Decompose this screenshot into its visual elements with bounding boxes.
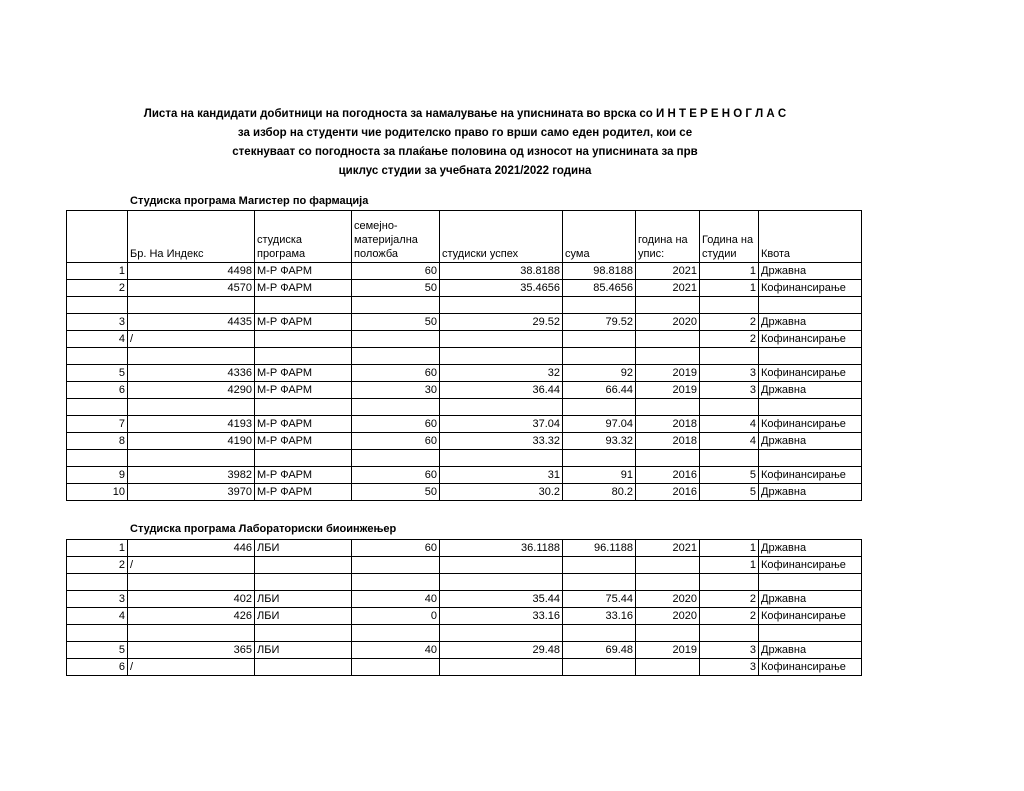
sum-cell xyxy=(563,557,636,574)
empty-cell xyxy=(440,399,563,416)
study-success-cell: 33.32 xyxy=(440,433,563,450)
index-number-cell: / xyxy=(128,331,255,348)
empty-cell xyxy=(759,348,862,365)
table-row xyxy=(67,263,862,280)
bioengineer-table xyxy=(66,539,862,676)
quota-cell: Кофинансирање xyxy=(759,365,862,382)
section-label-bioengineer: Студиска програма Лабораториски биоинжењер xyxy=(130,523,397,535)
empty-cell xyxy=(440,348,563,365)
study-program-cell xyxy=(255,331,352,348)
empty-cell xyxy=(636,399,700,416)
empty-cell xyxy=(255,625,352,642)
table-row xyxy=(67,591,862,608)
enrollment-year-cell: 2018 xyxy=(636,433,700,450)
quota-cell: Државна xyxy=(759,382,862,399)
index-number-cell: 4336 xyxy=(128,365,255,382)
study-program-cell: М-Р ФАРМ xyxy=(255,484,352,501)
study-success-cell: 36.1188 xyxy=(440,540,563,557)
study-year-cell: 3 xyxy=(700,642,759,659)
empty-cell xyxy=(636,297,700,314)
empty-cell xyxy=(255,297,352,314)
study-success-cell xyxy=(440,331,563,348)
spacer-row xyxy=(67,348,862,365)
sum-cell: 79.52 xyxy=(563,314,636,331)
quota-cell: Кофинансирање xyxy=(759,467,862,484)
empty-cell xyxy=(67,625,128,642)
family-material-status-cell: 50 xyxy=(352,484,440,501)
family-material-status-cell: 60 xyxy=(352,540,440,557)
study-program-cell: М-Р ФАРМ xyxy=(255,280,352,297)
sum-cell: 33.16 xyxy=(563,608,636,625)
empty-cell xyxy=(128,450,255,467)
quota-cell: Државна xyxy=(759,314,862,331)
index-number-cell: / xyxy=(128,557,255,574)
empty-cell xyxy=(440,625,563,642)
enrollment-year-cell: 2020 xyxy=(636,314,700,331)
empty-cell xyxy=(636,625,700,642)
table-row xyxy=(67,642,862,659)
family-material-status-cell: 60 xyxy=(352,416,440,433)
study-success-cell: 33.16 xyxy=(440,608,563,625)
study-program-cell: ЛБИ xyxy=(255,608,352,625)
section-label-pharmacy: Студиска програма Магистер по фармација xyxy=(130,195,369,207)
empty-cell xyxy=(636,574,700,591)
empty-cell xyxy=(636,450,700,467)
column-header-study-program: студиска програма xyxy=(255,211,352,263)
study-success-cell xyxy=(440,659,563,676)
index-number-cell: 446 xyxy=(128,540,255,557)
index-number-cell: / xyxy=(128,659,255,676)
sum-cell: 98.8188 xyxy=(563,263,636,280)
empty-cell xyxy=(700,348,759,365)
row-number-cell: 3 xyxy=(67,314,128,331)
quota-cell: Кофинансирање xyxy=(759,659,862,676)
enrollment-year-cell: 2019 xyxy=(636,365,700,382)
quota-cell: Кофинансирање xyxy=(759,416,862,433)
empty-cell xyxy=(700,574,759,591)
study-year-cell: 4 xyxy=(700,433,759,450)
index-number-cell: 4435 xyxy=(128,314,255,331)
table-row xyxy=(67,467,862,484)
spacer-row xyxy=(67,297,862,314)
sum-cell: 91 xyxy=(563,467,636,484)
study-year-cell: 1 xyxy=(700,557,759,574)
index-number-cell: 426 xyxy=(128,608,255,625)
study-program-cell: М-Р ФАРМ xyxy=(255,382,352,399)
study-success-cell: 36.44 xyxy=(440,382,563,399)
table-row xyxy=(67,280,862,297)
sum-cell: 93.32 xyxy=(563,433,636,450)
enrollment-year-cell xyxy=(636,331,700,348)
row-number-cell: 10 xyxy=(67,484,128,501)
empty-cell xyxy=(67,297,128,314)
enrollment-year-cell: 2020 xyxy=(636,608,700,625)
sum-cell: 96.1188 xyxy=(563,540,636,557)
spacer-row xyxy=(67,625,862,642)
enrollment-year-cell: 2021 xyxy=(636,263,700,280)
empty-cell xyxy=(352,574,440,591)
study-program-cell: ЛБИ xyxy=(255,591,352,608)
index-number-cell: 3982 xyxy=(128,467,255,484)
document-title xyxy=(0,105,930,181)
empty-cell xyxy=(440,297,563,314)
sum-cell: 80.2 xyxy=(563,484,636,501)
empty-cell xyxy=(128,348,255,365)
title-line-1: Листа на кандидати добитници на погодноста за намалување на уписнината во врска со И Н Т Е Р Е Н О Г Л А С xyxy=(143,108,787,120)
row-number-cell: 1 xyxy=(67,263,128,280)
enrollment-year-cell: 2021 xyxy=(636,540,700,557)
study-year-cell: 1 xyxy=(700,280,759,297)
index-number-cell: 3970 xyxy=(128,484,255,501)
index-number-cell: 4290 xyxy=(128,382,255,399)
index-number-cell: 402 xyxy=(128,591,255,608)
empty-cell xyxy=(128,399,255,416)
header-row xyxy=(67,211,862,263)
empty-cell xyxy=(352,450,440,467)
study-program-cell: М-Р ФАРМ xyxy=(255,263,352,280)
row-number-cell: 5 xyxy=(67,365,128,382)
row-number-cell: 7 xyxy=(67,416,128,433)
empty-cell xyxy=(255,399,352,416)
empty-cell xyxy=(563,450,636,467)
quota-cell: Државна xyxy=(759,591,862,608)
row-number-cell: 4 xyxy=(67,608,128,625)
empty-cell xyxy=(255,348,352,365)
empty-cell xyxy=(563,297,636,314)
study-success-cell: 29.48 xyxy=(440,642,563,659)
column-header-row-number xyxy=(67,211,128,263)
row-number-cell: 2 xyxy=(67,557,128,574)
empty-cell xyxy=(759,399,862,416)
title-line-3: стекнуваат со погодноста за плаќање половина од износот на уписнината за прв xyxy=(232,146,698,158)
sum-cell: 69.48 xyxy=(563,642,636,659)
empty-cell xyxy=(352,297,440,314)
empty-cell xyxy=(67,399,128,416)
column-header-family-material-status: семејно-материјална положба xyxy=(352,211,440,263)
family-material-status-cell: 50 xyxy=(352,314,440,331)
spacer-row xyxy=(67,574,862,591)
empty-cell xyxy=(759,625,862,642)
index-number-cell: 4498 xyxy=(128,263,255,280)
table-row xyxy=(67,365,862,382)
table-row xyxy=(67,416,862,433)
row-number-cell: 9 xyxy=(67,467,128,484)
study-year-cell: 5 xyxy=(700,484,759,501)
table-row xyxy=(67,484,862,501)
enrollment-year-cell: 2020 xyxy=(636,591,700,608)
enrollment-year-cell xyxy=(636,557,700,574)
family-material-status-cell: 60 xyxy=(352,433,440,450)
sum-cell: 85.4656 xyxy=(563,280,636,297)
quota-cell: Државна xyxy=(759,540,862,557)
family-material-status-cell xyxy=(352,557,440,574)
quota-cell: Кофинансирање xyxy=(759,557,862,574)
family-material-status-cell: 30 xyxy=(352,382,440,399)
family-material-status-cell: 50 xyxy=(352,280,440,297)
study-success-cell: 32 xyxy=(440,365,563,382)
column-header-enrollment-year: година на упис: xyxy=(636,211,700,263)
study-success-cell: 37.04 xyxy=(440,416,563,433)
family-material-status-cell: 60 xyxy=(352,263,440,280)
row-number-cell: 3 xyxy=(67,591,128,608)
study-year-cell: 2 xyxy=(700,608,759,625)
empty-cell xyxy=(352,399,440,416)
study-year-cell: 2 xyxy=(700,314,759,331)
study-program-cell xyxy=(255,659,352,676)
row-number-cell: 2 xyxy=(67,280,128,297)
index-number-cell: 4190 xyxy=(128,433,255,450)
empty-cell xyxy=(759,574,862,591)
column-header-study-success: студиски успех xyxy=(440,211,563,263)
empty-cell xyxy=(563,348,636,365)
empty-cell xyxy=(700,297,759,314)
table-row xyxy=(67,382,862,399)
row-number-cell: 1 xyxy=(67,540,128,557)
empty-cell xyxy=(759,450,862,467)
empty-cell xyxy=(563,574,636,591)
family-material-status-cell xyxy=(352,331,440,348)
study-success-cell xyxy=(440,557,563,574)
sum-cell xyxy=(563,659,636,676)
enrollment-year-cell: 2019 xyxy=(636,382,700,399)
empty-cell xyxy=(128,625,255,642)
study-year-cell: 3 xyxy=(700,365,759,382)
row-number-cell: 4 xyxy=(67,331,128,348)
pharmacy-table xyxy=(66,210,862,501)
index-number-cell: 365 xyxy=(128,642,255,659)
column-header-quota: Квота xyxy=(759,211,862,263)
quota-cell: Кофинансирање xyxy=(759,608,862,625)
empty-cell xyxy=(255,574,352,591)
empty-cell xyxy=(700,450,759,467)
table-row xyxy=(67,540,862,557)
table-row xyxy=(67,433,862,450)
empty-cell xyxy=(128,297,255,314)
spacer-row xyxy=(67,450,862,467)
study-program-cell: М-Р ФАРМ xyxy=(255,433,352,450)
empty-cell xyxy=(440,450,563,467)
study-year-cell: 3 xyxy=(700,382,759,399)
family-material-status-cell: 60 xyxy=(352,365,440,382)
enrollment-year-cell: 2019 xyxy=(636,642,700,659)
table-row xyxy=(67,331,862,348)
enrollment-year-cell: 2018 xyxy=(636,416,700,433)
empty-cell xyxy=(128,574,255,591)
empty-cell xyxy=(700,399,759,416)
study-program-cell: ЛБИ xyxy=(255,642,352,659)
study-program-cell: М-Р ФАРМ xyxy=(255,467,352,484)
empty-cell xyxy=(700,625,759,642)
sum-cell: 92 xyxy=(563,365,636,382)
empty-cell xyxy=(440,574,563,591)
index-number-cell: 4193 xyxy=(128,416,255,433)
title-line-4: циклус студии за учебната 2021/2022 година xyxy=(338,165,592,177)
table-row xyxy=(67,659,862,676)
empty-cell xyxy=(759,297,862,314)
enrollment-year-cell: 2021 xyxy=(636,280,700,297)
index-number-cell: 4570 xyxy=(128,280,255,297)
family-material-status-cell xyxy=(352,659,440,676)
enrollment-year-cell: 2016 xyxy=(636,484,700,501)
row-number-cell: 8 xyxy=(67,433,128,450)
quota-cell: Кофинансирање xyxy=(759,331,862,348)
study-success-cell: 31 xyxy=(440,467,563,484)
row-number-cell: 6 xyxy=(67,659,128,676)
column-header-index-number: Бр. На Индекс xyxy=(128,211,255,263)
study-program-cell xyxy=(255,557,352,574)
empty-cell xyxy=(67,574,128,591)
empty-cell xyxy=(67,450,128,467)
study-year-cell: 2 xyxy=(700,591,759,608)
study-success-cell: 35.44 xyxy=(440,591,563,608)
quota-cell: Државна xyxy=(759,433,862,450)
study-program-cell: М-Р ФАРМ xyxy=(255,416,352,433)
study-year-cell: 5 xyxy=(700,467,759,484)
sum-cell xyxy=(563,331,636,348)
study-success-cell: 35.4656 xyxy=(440,280,563,297)
empty-cell xyxy=(67,348,128,365)
family-material-status-cell: 0 xyxy=(352,608,440,625)
study-program-cell: ЛБИ xyxy=(255,540,352,557)
title-line-2: за избор на студенти чие родителско право го врши само еден родител, кои се xyxy=(237,127,693,139)
quota-cell: Државна xyxy=(759,263,862,280)
table-row xyxy=(67,314,862,331)
table-row xyxy=(67,557,862,574)
family-material-status-cell: 40 xyxy=(352,591,440,608)
sum-cell: 75.44 xyxy=(563,591,636,608)
sum-cell: 97.04 xyxy=(563,416,636,433)
empty-cell xyxy=(636,348,700,365)
study-program-cell: М-Р ФАРМ xyxy=(255,365,352,382)
empty-cell xyxy=(255,450,352,467)
study-year-cell: 4 xyxy=(700,416,759,433)
study-year-cell: 2 xyxy=(700,331,759,348)
study-program-cell: М-Р ФАРМ xyxy=(255,314,352,331)
study-success-cell: 30.2 xyxy=(440,484,563,501)
study-success-cell: 38.8188 xyxy=(440,263,563,280)
study-year-cell: 3 xyxy=(700,659,759,676)
empty-cell xyxy=(563,399,636,416)
column-header-study-year: Година на студии xyxy=(700,211,759,263)
study-year-cell: 1 xyxy=(700,263,759,280)
study-success-cell: 29.52 xyxy=(440,314,563,331)
study-year-cell: 1 xyxy=(700,540,759,557)
table-row xyxy=(67,608,862,625)
spacer-row xyxy=(67,399,862,416)
row-number-cell: 6 xyxy=(67,382,128,399)
enrollment-year-cell xyxy=(636,659,700,676)
empty-cell xyxy=(352,625,440,642)
empty-cell xyxy=(352,348,440,365)
enrollment-year-cell: 2016 xyxy=(636,467,700,484)
column-header-sum: сума xyxy=(563,211,636,263)
quota-cell: Кофинансирање xyxy=(759,280,862,297)
quota-cell: Државна xyxy=(759,642,862,659)
family-material-status-cell: 60 xyxy=(352,467,440,484)
quota-cell: Државна xyxy=(759,484,862,501)
sum-cell: 66.44 xyxy=(563,382,636,399)
row-number-cell: 5 xyxy=(67,642,128,659)
empty-cell xyxy=(563,625,636,642)
family-material-status-cell: 40 xyxy=(352,642,440,659)
